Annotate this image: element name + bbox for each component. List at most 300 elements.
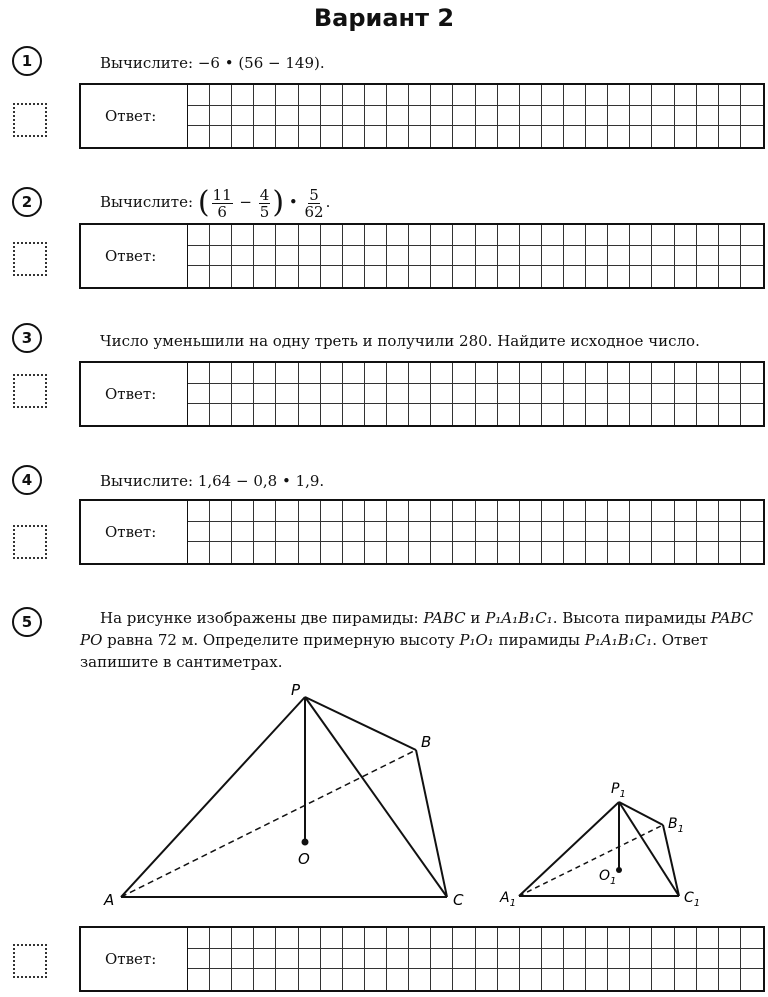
answer-cell[interactable] xyxy=(299,106,321,127)
answer-cell[interactable] xyxy=(498,404,520,425)
score-checkbox-1[interactable] xyxy=(13,103,47,137)
answer-cell[interactable] xyxy=(299,969,321,990)
answer-cell[interactable] xyxy=(719,969,741,990)
answer-cell[interactable] xyxy=(586,928,608,949)
answer-cell[interactable] xyxy=(254,542,276,563)
answer-cell[interactable] xyxy=(343,542,365,563)
answer-cell[interactable] xyxy=(431,126,453,147)
answer-cell[interactable] xyxy=(741,404,763,425)
answer-cell[interactable] xyxy=(630,85,652,106)
answer-cell[interactable] xyxy=(343,126,365,147)
answer-cell[interactable] xyxy=(453,106,475,127)
answer-cell[interactable] xyxy=(299,542,321,563)
answer-cell[interactable] xyxy=(343,501,365,522)
answer-cell[interactable] xyxy=(498,246,520,267)
answer-cell[interactable] xyxy=(232,928,254,949)
answer-cell[interactable] xyxy=(564,363,586,384)
answer-cell[interactable] xyxy=(697,384,719,405)
answer-cell[interactable] xyxy=(608,246,630,267)
answer-cell[interactable] xyxy=(564,501,586,522)
answer-cell[interactable] xyxy=(321,126,343,147)
answer-cell[interactable] xyxy=(365,85,387,106)
answer-cell[interactable] xyxy=(564,246,586,267)
answer-cell[interactable] xyxy=(586,522,608,543)
answer-cell[interactable] xyxy=(719,522,741,543)
answer-cell[interactable] xyxy=(343,949,365,970)
answer-cell[interactable] xyxy=(697,542,719,563)
answer-cell[interactable] xyxy=(276,106,298,127)
answer-cell[interactable] xyxy=(697,225,719,246)
answer-cell[interactable] xyxy=(210,949,232,970)
answer-cell[interactable] xyxy=(741,542,763,563)
answer-cell[interactable] xyxy=(299,126,321,147)
answer-cell[interactable] xyxy=(542,404,564,425)
answer-cell[interactable] xyxy=(232,501,254,522)
answer-cell[interactable] xyxy=(608,85,630,106)
answer-cell[interactable] xyxy=(697,404,719,425)
answer-cell[interactable] xyxy=(188,126,210,147)
answer-cell[interactable] xyxy=(586,266,608,287)
answer-cell[interactable] xyxy=(365,384,387,405)
answer-cell[interactable] xyxy=(586,106,608,127)
answer-cell[interactable] xyxy=(276,85,298,106)
answer-cell[interactable] xyxy=(210,384,232,405)
answer-cell[interactable] xyxy=(520,266,542,287)
answer-cell[interactable] xyxy=(387,384,409,405)
answer-cell[interactable] xyxy=(498,522,520,543)
answer-cell[interactable] xyxy=(520,949,542,970)
answer-cell[interactable] xyxy=(675,928,697,949)
answer-cell[interactable] xyxy=(741,246,763,267)
answer-cell[interactable] xyxy=(675,384,697,405)
answer-cell[interactable] xyxy=(542,522,564,543)
answer-cell[interactable] xyxy=(675,266,697,287)
answer-cell[interactable] xyxy=(387,542,409,563)
answer-cell[interactable] xyxy=(431,85,453,106)
answer-cell[interactable] xyxy=(431,225,453,246)
answer-cell[interactable] xyxy=(697,501,719,522)
answer-cell[interactable] xyxy=(276,928,298,949)
answer-cell[interactable] xyxy=(387,501,409,522)
answer-cell[interactable] xyxy=(254,522,276,543)
answer-cell[interactable] xyxy=(232,266,254,287)
answer-cell[interactable] xyxy=(254,106,276,127)
answer-cell[interactable] xyxy=(254,404,276,425)
answer-cell[interactable] xyxy=(188,501,210,522)
answer-cell[interactable] xyxy=(431,928,453,949)
answer-cell[interactable] xyxy=(652,266,674,287)
answer-cell[interactable] xyxy=(365,542,387,563)
answer-cell[interactable] xyxy=(254,225,276,246)
answer-cell[interactable] xyxy=(321,246,343,267)
answer-cell[interactable] xyxy=(586,542,608,563)
answer-cell[interactable] xyxy=(608,501,630,522)
answer-cell[interactable] xyxy=(431,246,453,267)
answer-cell[interactable] xyxy=(630,225,652,246)
answer-cell[interactable] xyxy=(608,266,630,287)
answer-cell[interactable] xyxy=(276,542,298,563)
answer-cell[interactable] xyxy=(630,542,652,563)
answer-cell[interactable] xyxy=(276,969,298,990)
answer-cell[interactable] xyxy=(608,969,630,990)
answer-cell[interactable] xyxy=(254,501,276,522)
answer-cell[interactable] xyxy=(188,949,210,970)
answer-cell[interactable] xyxy=(719,225,741,246)
answer-cell[interactable] xyxy=(299,501,321,522)
answer-cell[interactable] xyxy=(564,949,586,970)
answer-cell[interactable] xyxy=(697,246,719,267)
answer-cell[interactable] xyxy=(365,106,387,127)
answer-cell[interactable] xyxy=(409,384,431,405)
answer-cell[interactable] xyxy=(365,363,387,384)
answer-cell[interactable] xyxy=(542,969,564,990)
answer-cell[interactable] xyxy=(498,266,520,287)
answer-cell[interactable] xyxy=(498,225,520,246)
answer-cell[interactable] xyxy=(741,106,763,127)
answer-cell[interactable] xyxy=(564,384,586,405)
answer-cell[interactable] xyxy=(520,501,542,522)
answer-cell[interactable] xyxy=(719,246,741,267)
answer-cell[interactable] xyxy=(210,266,232,287)
answer-cell[interactable] xyxy=(254,928,276,949)
answer-cell[interactable] xyxy=(210,404,232,425)
answer-cell[interactable] xyxy=(276,363,298,384)
answer-cell[interactable] xyxy=(409,949,431,970)
answer-box-1[interactable] xyxy=(79,83,765,149)
answer-cell[interactable] xyxy=(453,225,475,246)
answer-cell[interactable] xyxy=(741,928,763,949)
answer-cell[interactable] xyxy=(453,969,475,990)
answer-cell[interactable] xyxy=(476,969,498,990)
answer-cell[interactable] xyxy=(387,949,409,970)
answer-cell[interactable] xyxy=(608,522,630,543)
answer-cell[interactable] xyxy=(586,404,608,425)
answer-cell[interactable] xyxy=(365,246,387,267)
answer-cell[interactable] xyxy=(652,126,674,147)
answer-cell[interactable] xyxy=(498,363,520,384)
answer-box-4[interactable] xyxy=(79,499,765,565)
answer-cell[interactable] xyxy=(719,106,741,127)
answer-cell[interactable] xyxy=(476,522,498,543)
answer-cell[interactable] xyxy=(586,969,608,990)
answer-cell[interactable] xyxy=(630,404,652,425)
answer-cell[interactable] xyxy=(608,949,630,970)
answer-cell[interactable] xyxy=(520,969,542,990)
answer-cell[interactable] xyxy=(453,266,475,287)
answer-cell[interactable] xyxy=(652,949,674,970)
answer-cell[interactable] xyxy=(675,225,697,246)
answer-cell[interactable] xyxy=(476,126,498,147)
answer-cell[interactable] xyxy=(697,363,719,384)
answer-cell[interactable] xyxy=(365,225,387,246)
answer-cell[interactable] xyxy=(586,85,608,106)
answer-cell[interactable] xyxy=(321,225,343,246)
answer-cell[interactable] xyxy=(608,404,630,425)
answer-cell[interactable] xyxy=(741,384,763,405)
answer-cell[interactable] xyxy=(697,522,719,543)
answer-cell[interactable] xyxy=(586,384,608,405)
answer-cell[interactable] xyxy=(188,928,210,949)
answer-cell[interactable] xyxy=(675,404,697,425)
answer-cell[interactable] xyxy=(675,522,697,543)
answer-cell[interactable] xyxy=(542,949,564,970)
answer-cell[interactable] xyxy=(254,126,276,147)
answer-cell[interactable] xyxy=(542,501,564,522)
answer-cell[interactable] xyxy=(321,106,343,127)
score-checkbox-2[interactable] xyxy=(13,242,47,276)
answer-cell[interactable] xyxy=(188,225,210,246)
score-checkbox-4[interactable] xyxy=(13,525,47,559)
answer-cell[interactable] xyxy=(520,522,542,543)
answer-cell[interactable] xyxy=(652,106,674,127)
answer-cell[interactable] xyxy=(409,522,431,543)
answer-box-3[interactable] xyxy=(79,361,765,427)
answer-cell[interactable] xyxy=(453,404,475,425)
answer-cell[interactable] xyxy=(741,126,763,147)
answer-cell[interactable] xyxy=(741,501,763,522)
answer-cell[interactable] xyxy=(321,85,343,106)
answer-grid[interactable] xyxy=(188,501,763,563)
answer-cell[interactable] xyxy=(321,384,343,405)
answer-cell[interactable] xyxy=(608,542,630,563)
answer-cell[interactable] xyxy=(476,363,498,384)
answer-cell[interactable] xyxy=(431,106,453,127)
answer-cell[interactable] xyxy=(409,246,431,267)
answer-cell[interactable] xyxy=(232,949,254,970)
answer-cell[interactable] xyxy=(652,225,674,246)
answer-cell[interactable] xyxy=(476,928,498,949)
answer-cell[interactable] xyxy=(232,404,254,425)
answer-cell[interactable] xyxy=(652,404,674,425)
answer-cell[interactable] xyxy=(188,266,210,287)
answer-cell[interactable] xyxy=(652,246,674,267)
answer-cell[interactable] xyxy=(630,126,652,147)
answer-cell[interactable] xyxy=(321,522,343,543)
answer-cell[interactable] xyxy=(299,928,321,949)
answer-cell[interactable] xyxy=(675,85,697,106)
answer-cell[interactable] xyxy=(652,969,674,990)
answer-cell[interactable] xyxy=(276,384,298,405)
answer-cell[interactable] xyxy=(520,246,542,267)
answer-cell[interactable] xyxy=(586,949,608,970)
answer-cell[interactable] xyxy=(542,225,564,246)
answer-cell[interactable] xyxy=(321,949,343,970)
answer-cell[interactable] xyxy=(564,542,586,563)
answer-cell[interactable] xyxy=(365,949,387,970)
answer-cell[interactable] xyxy=(343,384,365,405)
answer-cell[interactable] xyxy=(232,126,254,147)
answer-cell[interactable] xyxy=(608,928,630,949)
answer-cell[interactable] xyxy=(564,85,586,106)
answer-cell[interactable] xyxy=(453,126,475,147)
answer-cell[interactable] xyxy=(608,106,630,127)
answer-cell[interactable] xyxy=(719,928,741,949)
answer-cell[interactable] xyxy=(608,363,630,384)
answer-cell[interactable] xyxy=(431,522,453,543)
answer-cell[interactable] xyxy=(276,266,298,287)
answer-cell[interactable] xyxy=(409,928,431,949)
answer-cell[interactable] xyxy=(498,85,520,106)
answer-cell[interactable] xyxy=(741,363,763,384)
answer-cell[interactable] xyxy=(210,969,232,990)
answer-cell[interactable] xyxy=(409,969,431,990)
answer-cell[interactable] xyxy=(232,106,254,127)
answer-cell[interactable] xyxy=(719,126,741,147)
answer-cell[interactable] xyxy=(232,969,254,990)
answer-cell[interactable] xyxy=(343,85,365,106)
answer-cell[interactable] xyxy=(188,85,210,106)
answer-cell[interactable] xyxy=(719,384,741,405)
answer-cell[interactable] xyxy=(453,501,475,522)
answer-cell[interactable] xyxy=(232,225,254,246)
answer-cell[interactable] xyxy=(564,404,586,425)
answer-cell[interactable] xyxy=(232,384,254,405)
answer-cell[interactable] xyxy=(343,106,365,127)
answer-grid[interactable] xyxy=(188,85,763,147)
answer-cell[interactable] xyxy=(608,384,630,405)
answer-cell[interactable] xyxy=(652,384,674,405)
answer-grid[interactable] xyxy=(188,363,763,425)
answer-cell[interactable] xyxy=(232,246,254,267)
answer-cell[interactable] xyxy=(608,126,630,147)
answer-cell[interactable] xyxy=(321,266,343,287)
answer-cell[interactable] xyxy=(520,106,542,127)
answer-cell[interactable] xyxy=(564,928,586,949)
answer-cell[interactable] xyxy=(697,106,719,127)
answer-cell[interactable] xyxy=(210,501,232,522)
answer-cell[interactable] xyxy=(343,266,365,287)
answer-cell[interactable] xyxy=(564,225,586,246)
answer-cell[interactable] xyxy=(210,928,232,949)
answer-cell[interactable] xyxy=(719,266,741,287)
answer-cell[interactable] xyxy=(675,126,697,147)
answer-cell[interactable] xyxy=(431,363,453,384)
answer-cell[interactable] xyxy=(719,501,741,522)
answer-cell[interactable] xyxy=(719,542,741,563)
answer-cell[interactable] xyxy=(453,246,475,267)
answer-cell[interactable] xyxy=(188,246,210,267)
answer-cell[interactable] xyxy=(652,542,674,563)
answer-cell[interactable] xyxy=(697,928,719,949)
answer-cell[interactable] xyxy=(586,246,608,267)
answer-cell[interactable] xyxy=(741,85,763,106)
answer-cell[interactable] xyxy=(431,501,453,522)
answer-cell[interactable] xyxy=(431,266,453,287)
answer-cell[interactable] xyxy=(321,404,343,425)
answer-cell[interactable] xyxy=(431,384,453,405)
answer-cell[interactable] xyxy=(564,522,586,543)
answer-cell[interactable] xyxy=(299,246,321,267)
answer-cell[interactable] xyxy=(431,949,453,970)
answer-cell[interactable] xyxy=(675,542,697,563)
answer-cell[interactable] xyxy=(453,522,475,543)
answer-cell[interactable] xyxy=(299,522,321,543)
answer-cell[interactable] xyxy=(697,85,719,106)
answer-cell[interactable] xyxy=(409,126,431,147)
answer-cell[interactable] xyxy=(630,266,652,287)
answer-cell[interactable] xyxy=(675,949,697,970)
answer-cell[interactable] xyxy=(630,969,652,990)
answer-cell[interactable] xyxy=(564,106,586,127)
answer-cell[interactable] xyxy=(520,85,542,106)
answer-cell[interactable] xyxy=(719,363,741,384)
answer-cell[interactable] xyxy=(453,928,475,949)
answer-cell[interactable] xyxy=(498,384,520,405)
answer-cell[interactable] xyxy=(387,522,409,543)
answer-cell[interactable] xyxy=(387,969,409,990)
answer-cell[interactable] xyxy=(476,106,498,127)
answer-cell[interactable] xyxy=(254,266,276,287)
answer-cell[interactable] xyxy=(365,522,387,543)
answer-cell[interactable] xyxy=(453,542,475,563)
answer-cell[interactable] xyxy=(542,363,564,384)
answer-cell[interactable] xyxy=(630,501,652,522)
answer-cell[interactable] xyxy=(608,225,630,246)
answer-cell[interactable] xyxy=(210,246,232,267)
answer-cell[interactable] xyxy=(675,501,697,522)
answer-cell[interactable] xyxy=(431,969,453,990)
answer-cell[interactable] xyxy=(476,949,498,970)
answer-cell[interactable] xyxy=(520,363,542,384)
answer-cell[interactable] xyxy=(564,969,586,990)
answer-cell[interactable] xyxy=(586,126,608,147)
answer-cell[interactable] xyxy=(520,404,542,425)
answer-cell[interactable] xyxy=(188,384,210,405)
answer-cell[interactable] xyxy=(210,225,232,246)
answer-cell[interactable] xyxy=(321,363,343,384)
answer-cell[interactable] xyxy=(652,363,674,384)
answer-cell[interactable] xyxy=(254,246,276,267)
answer-cell[interactable] xyxy=(652,522,674,543)
answer-cell[interactable] xyxy=(254,949,276,970)
answer-cell[interactable] xyxy=(431,404,453,425)
answer-cell[interactable] xyxy=(387,363,409,384)
answer-cell[interactable] xyxy=(276,501,298,522)
answer-cell[interactable] xyxy=(498,501,520,522)
answer-cell[interactable] xyxy=(409,266,431,287)
answer-cell[interactable] xyxy=(254,363,276,384)
answer-cell[interactable] xyxy=(520,225,542,246)
answer-cell[interactable] xyxy=(387,225,409,246)
score-checkbox-5[interactable] xyxy=(13,944,47,978)
answer-cell[interactable] xyxy=(719,85,741,106)
answer-cell[interactable] xyxy=(630,384,652,405)
answer-cell[interactable] xyxy=(188,969,210,990)
answer-cell[interactable] xyxy=(697,126,719,147)
answer-cell[interactable] xyxy=(453,384,475,405)
answer-cell[interactable] xyxy=(365,126,387,147)
answer-cell[interactable] xyxy=(476,225,498,246)
answer-cell[interactable] xyxy=(675,246,697,267)
answer-cell[interactable] xyxy=(652,85,674,106)
answer-cell[interactable] xyxy=(409,225,431,246)
answer-cell[interactable] xyxy=(719,949,741,970)
answer-cell[interactable] xyxy=(476,246,498,267)
answer-cell[interactable] xyxy=(188,522,210,543)
answer-cell[interactable] xyxy=(520,384,542,405)
answer-cell[interactable] xyxy=(387,106,409,127)
answer-cell[interactable] xyxy=(299,363,321,384)
answer-cell[interactable] xyxy=(520,928,542,949)
answer-cell[interactable] xyxy=(542,266,564,287)
answer-cell[interactable] xyxy=(675,106,697,127)
answer-cell[interactable] xyxy=(210,363,232,384)
answer-cell[interactable] xyxy=(741,266,763,287)
answer-cell[interactable] xyxy=(387,85,409,106)
answer-cell[interactable] xyxy=(564,126,586,147)
answer-cell[interactable] xyxy=(476,384,498,405)
answer-cell[interactable] xyxy=(542,384,564,405)
